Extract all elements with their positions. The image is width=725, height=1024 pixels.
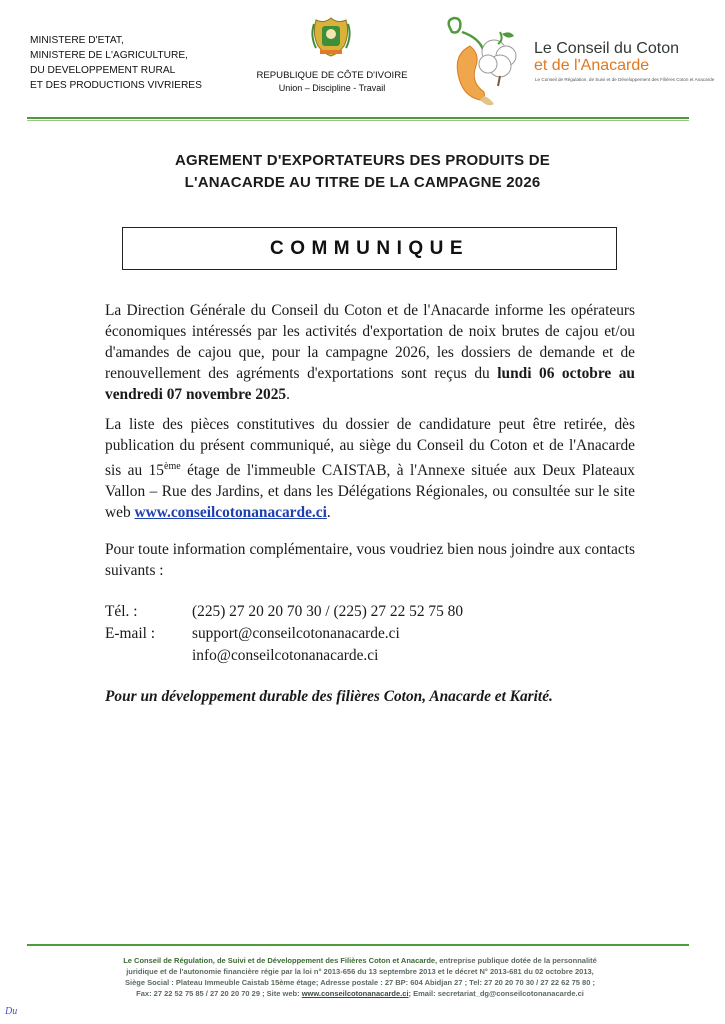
communique-label: COMMUNIQUE (269, 237, 470, 259)
footer-divider (27, 944, 689, 946)
footer-website-link[interactable]: www.conseilcotonanacarde.ci (301, 989, 409, 998)
communique-box (122, 227, 617, 270)
coat-of-arms-icon (308, 14, 354, 58)
footer-block (40, 955, 680, 999)
footer-line4 (40, 988, 680, 999)
website-link[interactable]: www.conseilcotonanacarde.ci (134, 504, 327, 522)
footer-entity: Le Conseil de Régulation, de Suivi et de Développement des Filières Coton et Anacarde (123, 956, 436, 965)
ministry-line: MINISTERE D'ETAT, (30, 35, 124, 46)
document-title (100, 150, 625, 194)
paragraph-3: Pour toute information complémentaire, vous voudriez bien nous joindre aux contacts suivants : (105, 541, 635, 579)
logo-name-line2: et de l'Anacarde (534, 57, 650, 74)
ministry-line: DU DEVELOPPEMENT RURAL (30, 65, 176, 76)
tel-label: Tél. : (105, 603, 138, 620)
ministry-line: ET DES PRODUCTIONS VIVRIERES (30, 80, 202, 91)
margin-note: Du (5, 1006, 18, 1017)
footer-line3: Siège Social : Plateau Immeuble Caistab 15ème étage; Adresse postale : 27 BP: 604 Abidjan 27 ; Tel: 27 20 20 70 30 / 27 22 62 75 80 ; (125, 978, 595, 987)
republic-block (232, 69, 432, 95)
footer-line2: juridique et de l'autonomie financière régie par la loi n° 2013-656 du 13 septembre 2013 et le décret N° 2013-681 du 02 octobre 2013, (126, 967, 594, 976)
p2-end: . (326, 504, 331, 522)
p1-end: . (286, 386, 290, 403)
email-support[interactable]: support@conseilcotonanacarde.ci (192, 625, 400, 642)
footer-email: ; Email: secretariat_dg@conseilcotonanacarde.ci (408, 989, 584, 998)
p2-sup: ème (164, 461, 181, 472)
p1-text: La Direction Générale du Conseil du Coton et de l'Anacarde informe les opérateurs économiques intéressés par les activités d'exportation de noix brutes de cajou et/ou d'amandes de cajou que, pour la campagne 2026, les dossiers de demande et de renouvellement des agréments d'exportations sont reçus du (105, 302, 635, 382)
slogan: Pour un développement durable des filières Coton, Anacarde et Karité. (105, 688, 553, 705)
ministry-line: MINISTERE DE L'AGRICULTURE, (30, 50, 188, 61)
title-line2: L'ANACARDE AU TITRE DE LA CAMPAGNE 2026 (184, 174, 541, 191)
footer-line1-rest: , entreprise publique dotée de la personnalité (435, 956, 597, 965)
p2-text-a: La liste des pièces constitutives du dossier de candidature peut être retirée, dès publication du présent communiqué, au siège du Conseil du Coton et de l'Anacarde sis au 15 (105, 416, 635, 480)
cotton-cashew-logo-icon (440, 12, 530, 110)
paragraph-1 (105, 300, 635, 405)
header-divider-thin (27, 120, 689, 121)
republic-name: REPUBLIQUE DE CÔTE D'IVOIRE (256, 70, 408, 81)
p1-dates: lundi 06 octobre au vendredi 07 novembre 2025 (105, 365, 635, 403)
logo-name-line1: Le Conseil du Coton (534, 40, 679, 57)
footer-line1 (40, 955, 680, 966)
header-divider (27, 117, 689, 119)
p2-text-b: étage de l'immeuble CAISTAB, à l'Annexe située aux Deux Plateaux Vallon – Rue des Jardins, et dans les Délégations Régionales, ou consultée sur le site web (105, 462, 635, 522)
email-label: E-mail : (105, 625, 156, 642)
footer-fax: Fax: 27 22 52 75 85 / 27 20 20 70 29 ; Site web: (136, 989, 302, 998)
paragraph-2 (105, 414, 635, 523)
republic-motto: Union – Discipline - Travail (278, 83, 386, 93)
tel-value: (225) 27 20 20 70 30 / (225) 27 22 52 75 80 (192, 603, 464, 620)
email-info[interactable]: info@conseilcotonanacarde.ci (192, 647, 379, 664)
ministry-block (30, 33, 240, 93)
logo-subtitle: Le Conseil de Régulation, de Suivi et de Développement des Filières Coton et Anacarde (535, 77, 715, 82)
council-logo-name (534, 40, 679, 74)
title-line1: AGREMENT D'EXPORTATEURS DES PRODUITS DE (174, 152, 550, 169)
